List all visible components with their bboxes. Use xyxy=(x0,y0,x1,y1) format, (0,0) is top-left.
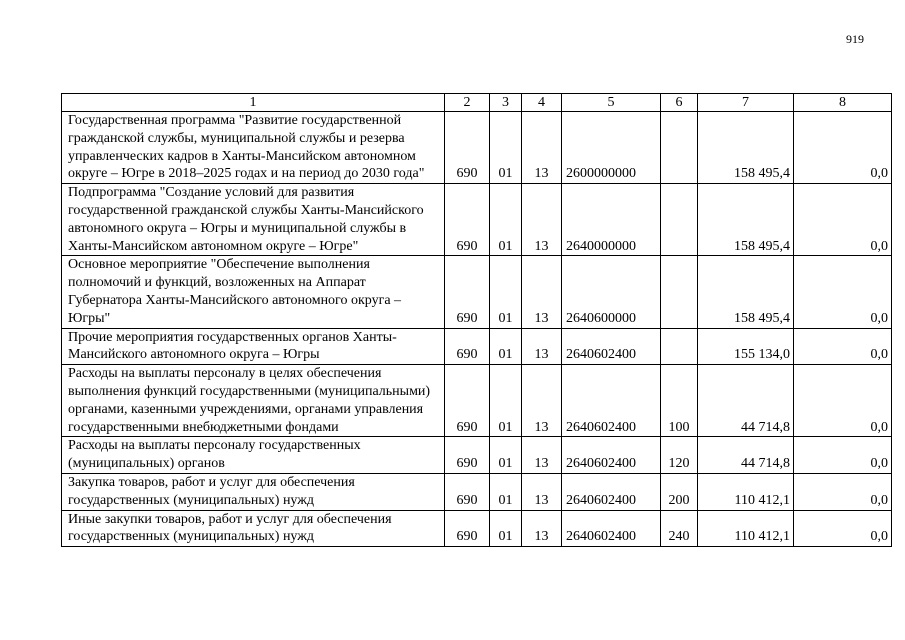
row-name: Государственная программа "Развитие государственной гражданской службы, муниципальной службы и резерва управленческих кадров в Ханты-Мансийском автономном округе – Югре в 2018–2025 годах и на период до 2030 года" xyxy=(62,112,445,184)
table-row xyxy=(62,256,892,328)
column-header: 8 xyxy=(794,94,892,112)
cell-rz: 01 xyxy=(490,256,522,328)
cell-sum-1: 110 412,1 xyxy=(698,510,794,547)
cell-ved: 690 xyxy=(445,365,490,437)
budget-table xyxy=(61,93,892,547)
row-name: Иные закупки товаров, работ и услуг для обеспечения государственных (муниципальных) нужд xyxy=(62,510,445,547)
cell-rz: 01 xyxy=(490,328,522,365)
cell-ved: 690 xyxy=(445,184,490,256)
cell-sum-2: 0,0 xyxy=(794,328,892,365)
column-header: 3 xyxy=(490,94,522,112)
column-header: 2 xyxy=(445,94,490,112)
cell-rz: 01 xyxy=(490,510,522,547)
cell-ved: 690 xyxy=(445,328,490,365)
cell-pr: 13 xyxy=(522,112,562,184)
cell-csr: 2640602400 xyxy=(562,365,661,437)
cell-rz: 01 xyxy=(490,184,522,256)
cell-sum-1: 44 714,8 xyxy=(698,437,794,474)
cell-ved: 690 xyxy=(445,510,490,547)
cell-sum-2: 0,0 xyxy=(794,256,892,328)
table-row xyxy=(62,510,892,547)
cell-sum-2: 0,0 xyxy=(794,112,892,184)
cell-csr: 2640000000 xyxy=(562,184,661,256)
table-row xyxy=(62,112,892,184)
cell-sum-2: 0,0 xyxy=(794,510,892,547)
cell-vr: 200 xyxy=(661,473,698,510)
column-header: 1 xyxy=(62,94,445,112)
cell-sum-1: 110 412,1 xyxy=(698,473,794,510)
column-header: 5 xyxy=(562,94,661,112)
cell-pr: 13 xyxy=(522,328,562,365)
cell-sum-2: 0,0 xyxy=(794,437,892,474)
table-row xyxy=(62,365,892,437)
cell-vr xyxy=(661,256,698,328)
cell-sum-1: 155 134,0 xyxy=(698,328,794,365)
cell-sum-1: 158 495,4 xyxy=(698,112,794,184)
cell-sum-2: 0,0 xyxy=(794,365,892,437)
column-header: 4 xyxy=(522,94,562,112)
cell-sum-2: 0,0 xyxy=(794,473,892,510)
cell-pr: 13 xyxy=(522,473,562,510)
row-name: Расходы на выплаты персоналу в целях обеспечения выполнения функций государственными (муниципальными) органами, казенными учреждениями, органами управления государственными внебюджетными фондами xyxy=(62,365,445,437)
cell-sum-1: 158 495,4 xyxy=(698,184,794,256)
cell-vr xyxy=(661,328,698,365)
cell-pr: 13 xyxy=(522,365,562,437)
cell-sum-1: 44 714,8 xyxy=(698,365,794,437)
cell-sum-2: 0,0 xyxy=(794,184,892,256)
table-row xyxy=(62,473,892,510)
cell-sum-1: 158 495,4 xyxy=(698,256,794,328)
row-name: Основное мероприятие "Обеспечение выполнения полномочий и функций, возложенных на Аппарат Губернатора Ханты-Мансийского автономного округа – Югры" xyxy=(62,256,445,328)
cell-vr: 120 xyxy=(661,437,698,474)
cell-rz: 01 xyxy=(490,473,522,510)
cell-pr: 13 xyxy=(522,256,562,328)
cell-vr: 100 xyxy=(661,365,698,437)
cell-csr: 2640600000 xyxy=(562,256,661,328)
cell-csr: 2640602400 xyxy=(562,437,661,474)
cell-pr: 13 xyxy=(522,184,562,256)
table-row xyxy=(62,328,892,365)
cell-rz: 01 xyxy=(490,112,522,184)
cell-rz: 01 xyxy=(490,437,522,474)
row-name: Закупка товаров, работ и услуг для обеспечения государственных (муниципальных) нужд xyxy=(62,473,445,510)
table-row xyxy=(62,437,892,474)
cell-vr xyxy=(661,184,698,256)
cell-csr: 2600000000 xyxy=(562,112,661,184)
row-name: Подпрограмма "Создание условий для развития государственной гражданской службы Ханты-Мансийского автономного округа – Югры и муниципальной службы в Ханты-Мансийском автономном округе – Югре" xyxy=(62,184,445,256)
cell-csr: 2640602400 xyxy=(562,328,661,365)
cell-rz: 01 xyxy=(490,365,522,437)
cell-csr: 2640602400 xyxy=(562,510,661,547)
cell-pr: 13 xyxy=(522,437,562,474)
row-name: Прочие мероприятия государственных органов Ханты-Мансийского автономного округа – Югры xyxy=(62,328,445,365)
table-row xyxy=(62,184,892,256)
column-header: 6 xyxy=(661,94,698,112)
cell-ved: 690 xyxy=(445,112,490,184)
cell-ved: 690 xyxy=(445,473,490,510)
cell-ved: 690 xyxy=(445,437,490,474)
cell-csr: 2640602400 xyxy=(562,473,661,510)
cell-ved: 690 xyxy=(445,256,490,328)
cell-vr xyxy=(661,112,698,184)
cell-vr: 240 xyxy=(661,510,698,547)
row-name: Расходы на выплаты персоналу государственных (муниципальных) органов xyxy=(62,437,445,474)
column-header: 7 xyxy=(698,94,794,112)
cell-pr: 13 xyxy=(522,510,562,547)
page-number: 919 xyxy=(846,32,864,46)
header-row xyxy=(62,94,892,112)
